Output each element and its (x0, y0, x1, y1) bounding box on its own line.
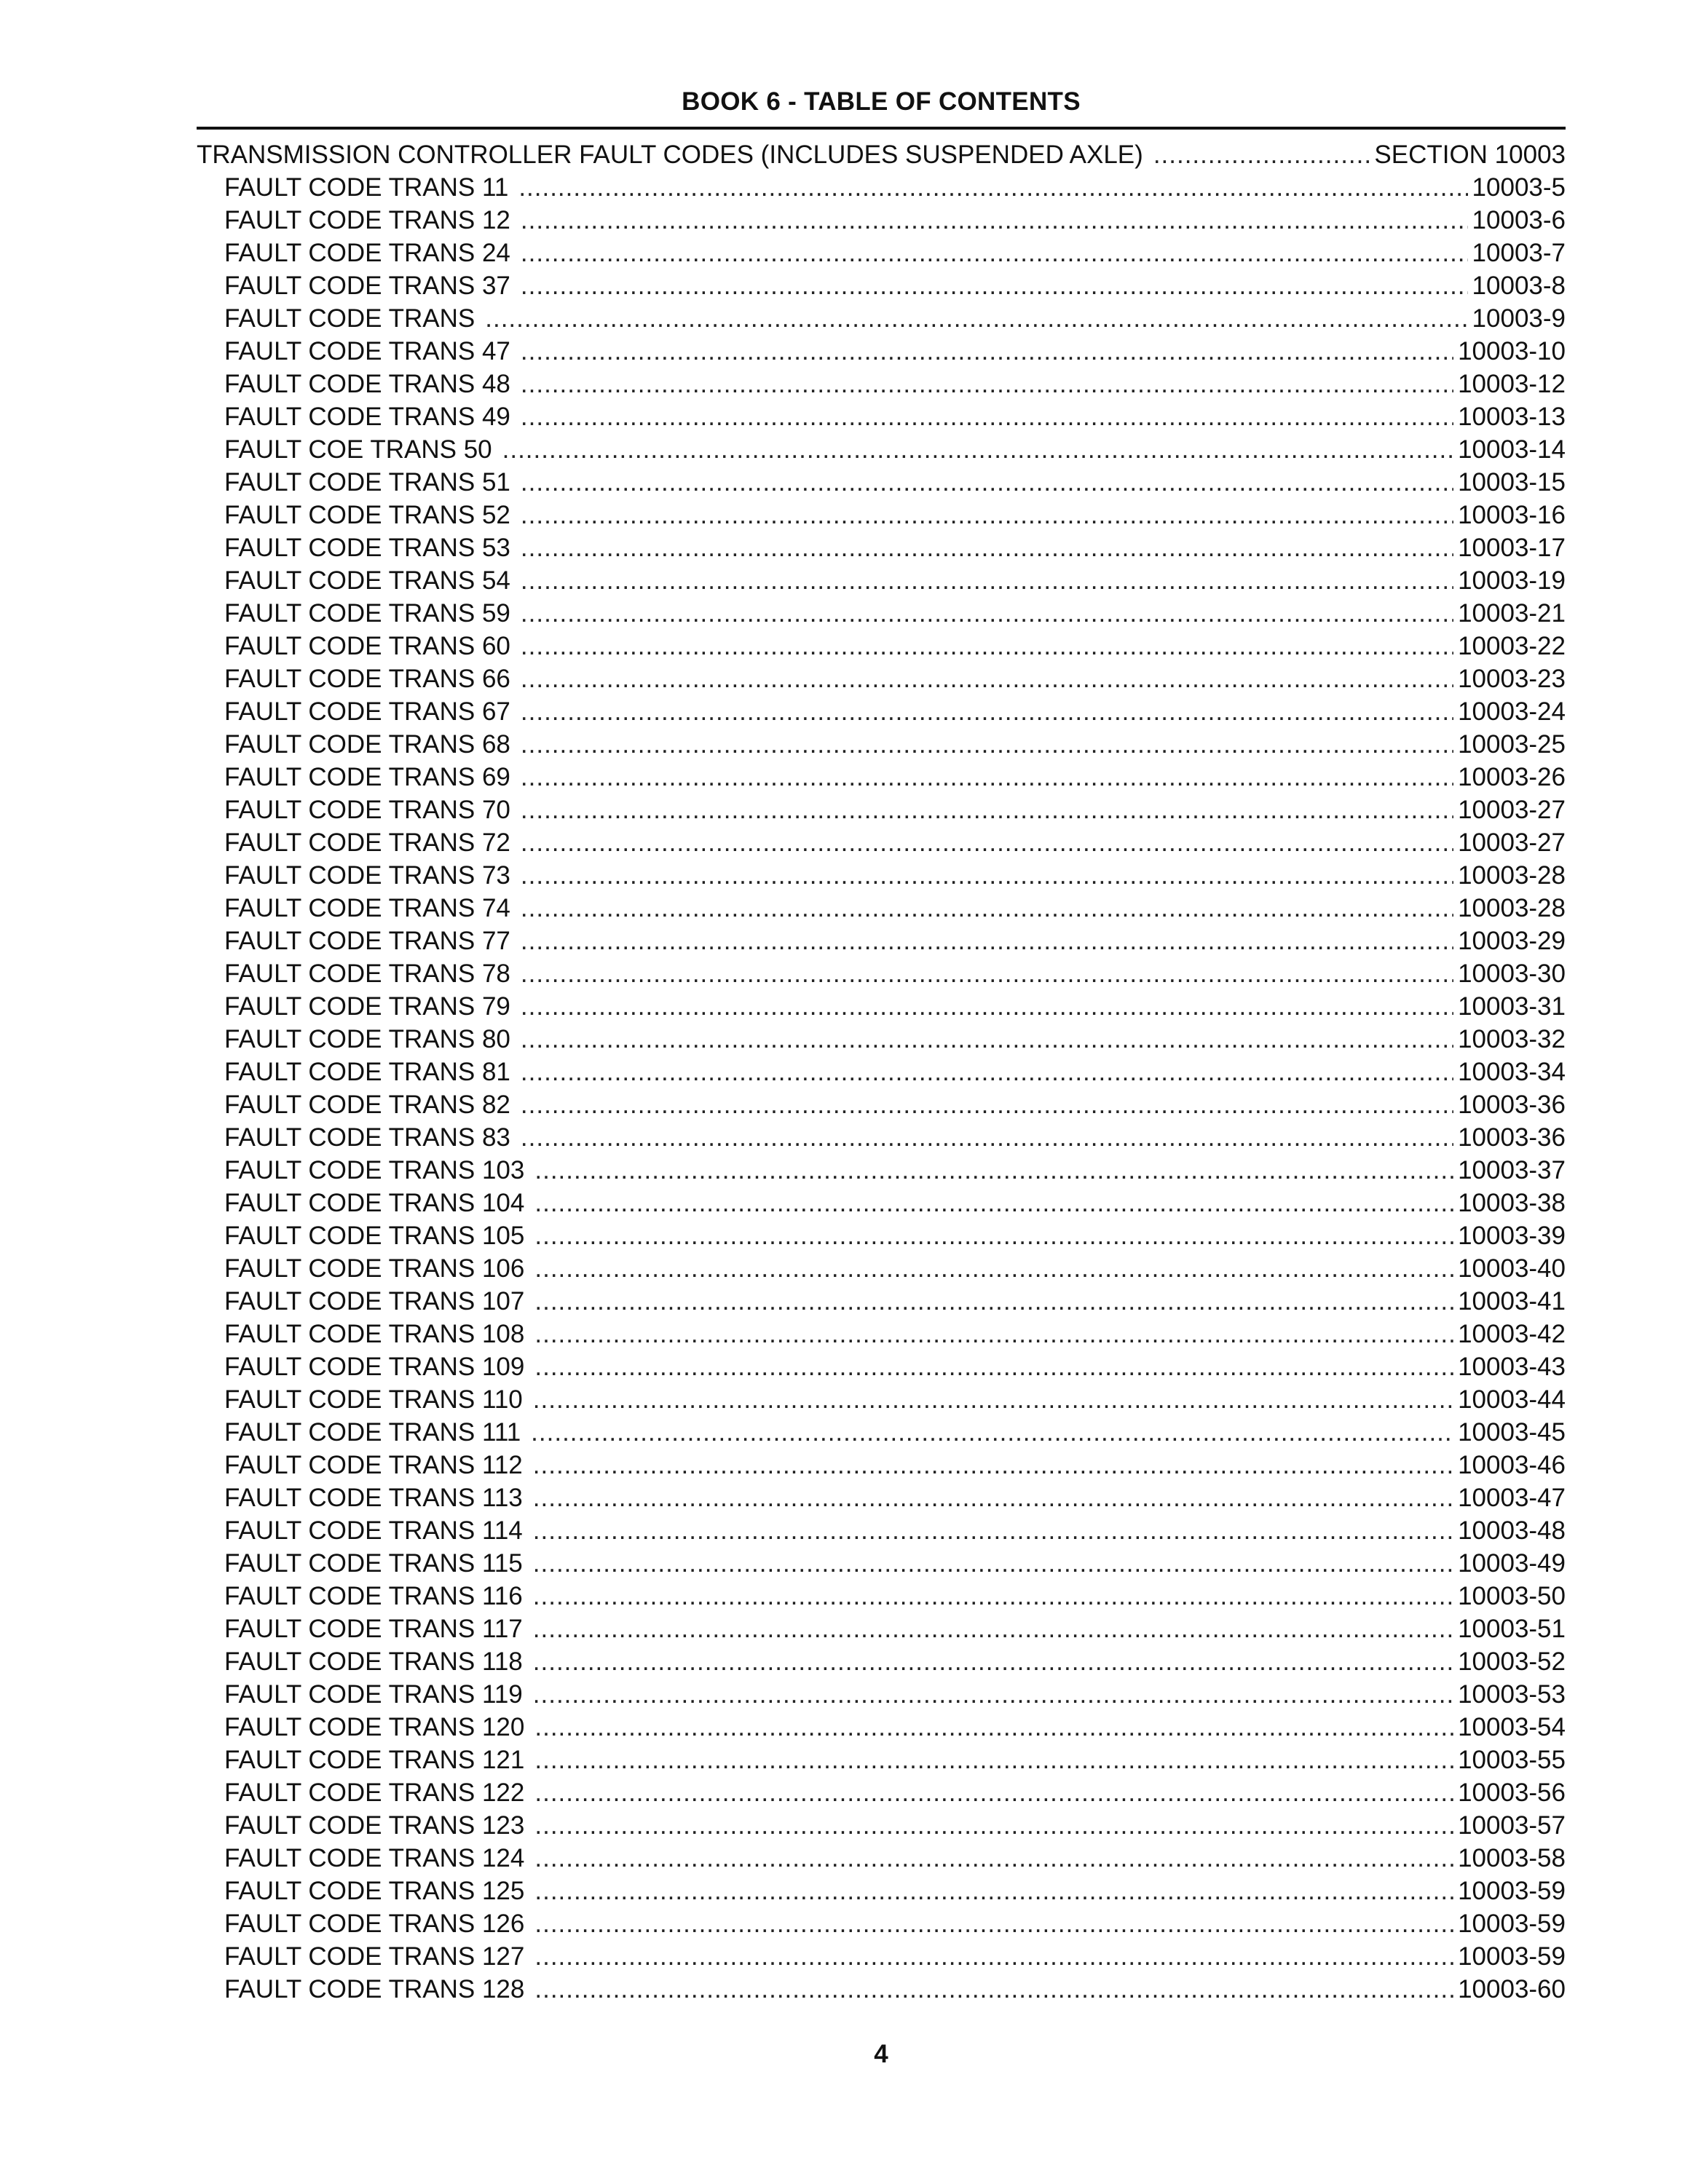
toc-entry-page: 10003-46 (1458, 1451, 1566, 1479)
toc-entry[interactable] (197, 1056, 1566, 1088)
toc-entry-label: FAULT CODE TRANS 74 (224, 894, 510, 922)
dot-leader (533, 1678, 1453, 1711)
toc-entry-page: 10003-5 (1472, 173, 1566, 202)
toc-entry[interactable] (197, 1613, 1566, 1645)
toc-entry[interactable] (197, 1252, 1566, 1285)
toc-entry[interactable] (197, 925, 1566, 957)
toc-entry-page: 10003-19 (1458, 566, 1566, 595)
toc-entry-page: 10003-53 (1458, 1680, 1566, 1709)
toc-entry-page: 10003-39 (1458, 1222, 1566, 1250)
page-title: BOOK 6 - TABLE OF CONTENTS (682, 87, 1081, 116)
toc-entry[interactable] (197, 171, 1566, 204)
toc-entry[interactable] (197, 1187, 1566, 1219)
toc-entry[interactable] (197, 335, 1566, 368)
toc-entry[interactable] (197, 1121, 1566, 1154)
toc-entry[interactable] (197, 564, 1566, 597)
dot-leader (534, 1285, 1453, 1318)
toc-entry-label: FAULT CODE TRANS 107 (224, 1287, 525, 1315)
toc-entry[interactable] (197, 597, 1566, 630)
dot-leader (533, 1580, 1453, 1613)
toc-entry-label: FAULT CODE TRANS 105 (224, 1222, 525, 1250)
toc-entry[interactable] (197, 957, 1566, 990)
toc-entry-label: FAULT CODE TRANS 121 (224, 1746, 525, 1774)
toc-entry-label: FAULT CODE TRANS 72 (224, 828, 510, 857)
dot-leader (534, 1154, 1453, 1187)
dot-leader (534, 1187, 1453, 1219)
toc-entry-label: FAULT CODE TRANS 124 (224, 1844, 525, 1872)
dot-leader (534, 1318, 1453, 1350)
dot-leader (502, 433, 1453, 466)
dot-leader (521, 1056, 1453, 1088)
toc-entry-page: 10003-37 (1458, 1156, 1566, 1184)
toc-entry-page: 10003-38 (1458, 1189, 1566, 1217)
dot-leader (521, 990, 1453, 1023)
toc-entry-page: 10003-58 (1458, 1844, 1566, 1872)
toc-entry[interactable] (197, 1580, 1566, 1613)
toc-entry[interactable] (197, 1383, 1566, 1416)
toc-entry[interactable] (197, 466, 1566, 499)
toc-entry[interactable] (197, 1285, 1566, 1318)
dot-leader (534, 1252, 1453, 1285)
dot-leader (1153, 138, 1370, 171)
toc-entry[interactable] (197, 1318, 1566, 1350)
title-divider (197, 127, 1566, 130)
toc-entry-page: 10003-50 (1458, 1582, 1566, 1610)
toc-entry-label: FAULT CODE TRANS (224, 304, 475, 333)
dot-leader (521, 1023, 1453, 1056)
toc-entry[interactable] (197, 1449, 1566, 1481)
toc-entry-page: 10003-59 (1458, 1942, 1566, 1971)
toc-entry[interactable] (197, 237, 1566, 269)
toc-entry-page: 10003-54 (1458, 1713, 1566, 1741)
dot-leader (534, 1842, 1453, 1875)
dot-leader (534, 1940, 1453, 1973)
toc-entry[interactable] (197, 892, 1566, 925)
toc-entry-page: 10003-23 (1458, 665, 1566, 693)
toc-entry-page: 10003-28 (1458, 861, 1566, 890)
toc-entry-label: FAULT CODE TRANS 12 (224, 206, 510, 234)
dot-leader (533, 1645, 1453, 1678)
dot-leader (534, 1350, 1453, 1383)
toc-entry-label: FAULT CODE TRANS 111 (224, 1418, 521, 1447)
toc-entry-page: 10003-30 (1458, 960, 1566, 988)
toc-entry-page: 10003-17 (1458, 534, 1566, 562)
toc-entry[interactable] (197, 695, 1566, 728)
toc-entry-page: 10003-6 (1472, 206, 1566, 234)
dot-leader (521, 826, 1453, 859)
toc-entry-label: FAULT CODE TRANS 78 (224, 960, 510, 988)
dot-leader (534, 1744, 1453, 1776)
toc-entry-page: 10003-28 (1458, 894, 1566, 922)
toc-entry-label: FAULT CODE TRANS 125 (224, 1877, 525, 1905)
dot-leader (521, 400, 1453, 433)
toc-entry[interactable] (197, 761, 1566, 794)
toc-entry-label: FAULT CODE TRANS 82 (224, 1091, 510, 1119)
toc-entry-label: FAULT CODE TRANS 120 (224, 1713, 525, 1741)
toc-entry[interactable] (197, 630, 1566, 662)
toc-entry-page: 10003-57 (1458, 1811, 1566, 1840)
dot-leader (521, 859, 1453, 892)
toc-entry-page: 10003-24 (1458, 697, 1566, 726)
toc-entry-page: 10003-13 (1458, 403, 1566, 431)
toc-entry-label: FAULT CODE TRANS 80 (224, 1025, 510, 1053)
dot-leader (534, 1907, 1453, 1940)
toc-entry-label: FAULT CODE TRANS 127 (224, 1942, 525, 1971)
toc-entry[interactable] (197, 1416, 1566, 1449)
toc-entry-label: FAULT CODE TRANS 83 (224, 1123, 510, 1152)
toc-entry-page: 10003-14 (1458, 435, 1566, 464)
toc-entry[interactable] (197, 990, 1566, 1023)
toc-entry-page: 10003-7 (1472, 239, 1566, 267)
toc-entry-label: FAULT CODE TRANS 37 (224, 272, 510, 300)
toc-entry[interactable] (197, 302, 1566, 335)
toc-entry-page: 10003-10 (1458, 337, 1566, 365)
toc-entry-label: FAULT CODE TRANS 66 (224, 665, 510, 693)
toc-entry-label: FAULT CODE TRANS 49 (224, 403, 510, 431)
toc-entry-page: 10003-21 (1458, 599, 1566, 628)
dot-leader (533, 1547, 1453, 1580)
toc-entry-page: 10003-59 (1458, 1910, 1566, 1938)
dot-leader (534, 1875, 1453, 1907)
toc-entry-label: FAULT CODE TRANS 128 (224, 1975, 525, 2003)
dot-leader (533, 1613, 1453, 1645)
toc-entry-page: 10003-47 (1458, 1484, 1566, 1512)
toc-entry-label: FAULT CODE TRANS 11 (224, 173, 509, 202)
toc-entry-label: FAULT CODE TRANS 79 (224, 992, 510, 1021)
toc-entry-page: 10003-45 (1458, 1418, 1566, 1447)
toc-entry-page: 10003-48 (1458, 1516, 1566, 1545)
toc-entry-label: FAULT CODE TRANS 110 (224, 1385, 523, 1414)
toc-entry-page: 10003-44 (1458, 1385, 1566, 1414)
toc-entry-page: 10003-59 (1458, 1877, 1566, 1905)
table-of-contents (197, 138, 1566, 2006)
toc-entry-label: FAULT CODE TRANS 59 (224, 599, 510, 628)
toc-entry-label: FAULT CODE TRANS 108 (224, 1320, 525, 1348)
toc-entry[interactable] (197, 1678, 1566, 1711)
toc-entry-page: 10003-16 (1458, 501, 1566, 529)
toc-entry-page: 10003-8 (1472, 272, 1566, 300)
dot-leader (521, 957, 1453, 990)
toc-entry[interactable] (197, 204, 1566, 237)
toc-entry[interactable] (197, 1776, 1566, 1809)
toc-entry-label: FAULT CODE TRANS 118 (224, 1647, 523, 1676)
toc-entry-page: 10003-32 (1458, 1025, 1566, 1053)
toc-entry-label: FAULT CODE TRANS 115 (224, 1549, 523, 1578)
toc-entry-label: FAULT CODE TRANS 73 (224, 861, 510, 890)
toc-entry-page: 10003-27 (1458, 828, 1566, 857)
toc-section-label: TRANSMISSION CONTROLLER FAULT CODES (INCLUDES SUSPENDED AXLE) (197, 141, 1143, 169)
dot-leader (533, 1481, 1453, 1514)
toc-entry-label: FAULT CODE TRANS 69 (224, 763, 510, 791)
toc-entry[interactable] (197, 433, 1566, 466)
toc-entry-label: FAULT CODE TRANS 113 (224, 1484, 523, 1512)
dot-leader (485, 302, 1467, 335)
dot-leader (521, 368, 1453, 400)
toc-entry-page: 10003-29 (1458, 927, 1566, 955)
toc-entry-page: 10003-60 (1458, 1975, 1566, 2003)
toc-entry[interactable] (197, 1711, 1566, 1744)
toc-entry[interactable] (197, 1350, 1566, 1383)
toc-entry-page: 10003-41 (1458, 1287, 1566, 1315)
dot-leader (534, 1219, 1453, 1252)
toc-entry[interactable] (197, 728, 1566, 761)
dot-leader (521, 630, 1453, 662)
toc-entry-page: 10003-36 (1458, 1123, 1566, 1152)
dot-leader (521, 761, 1453, 794)
toc-entry-label: FAULT CODE TRANS 119 (224, 1680, 523, 1709)
toc-entry-label: FAULT CODE TRANS 103 (224, 1156, 525, 1184)
toc-entry-page: 10003-22 (1458, 632, 1566, 660)
toc-entry-label: FAULT CODE TRANS 51 (224, 468, 510, 496)
toc-entry-page: 10003-15 (1458, 468, 1566, 496)
toc-entry-label: FAULT CODE TRANS 24 (224, 239, 510, 267)
dot-leader (521, 335, 1453, 368)
toc-entry[interactable] (197, 1973, 1566, 2006)
dot-leader (518, 171, 1467, 204)
dot-leader (521, 499, 1453, 531)
toc-entry-page: 10003-36 (1458, 1091, 1566, 1119)
toc-entry[interactable] (197, 859, 1566, 892)
dot-leader (534, 1711, 1453, 1744)
toc-entry-label: FAULT CODE TRANS 116 (224, 1582, 523, 1610)
toc-entry-label: FAULT CODE TRANS 104 (224, 1189, 525, 1217)
toc-entry-label: FAULT CODE TRANS 122 (224, 1779, 525, 1807)
dot-leader (521, 925, 1453, 957)
page-number: 4 (874, 2040, 888, 2068)
toc-entry[interactable] (197, 400, 1566, 433)
dot-leader (533, 1514, 1453, 1547)
toc-entry-label: FAULT CODE TRANS 114 (224, 1516, 523, 1545)
toc-entry[interactable] (197, 1088, 1566, 1121)
toc-entry[interactable] (197, 1547, 1566, 1580)
dot-leader (521, 237, 1468, 269)
toc-entry-page: 10003-43 (1458, 1353, 1566, 1381)
toc-entry-label: FAULT CODE TRANS 54 (224, 566, 510, 595)
dot-leader (521, 564, 1453, 597)
toc-entry[interactable] (197, 1907, 1566, 1940)
toc-entry[interactable] (197, 531, 1566, 564)
dot-leader (521, 662, 1453, 695)
dot-leader (534, 1776, 1453, 1809)
toc-entry-label: FAULT CODE TRANS 81 (224, 1058, 510, 1086)
toc-entry[interactable] (197, 1154, 1566, 1187)
dot-leader (521, 466, 1453, 499)
toc-entry-label: FAULT CODE TRANS 68 (224, 730, 510, 759)
toc-entry[interactable] (197, 1842, 1566, 1875)
toc-entry-label: FAULT CODE TRANS 67 (224, 697, 510, 726)
dot-leader (521, 204, 1468, 237)
toc-entry-label: FAULT CODE TRANS 48 (224, 370, 510, 398)
toc-entry[interactable] (197, 794, 1566, 826)
dot-leader (521, 728, 1453, 761)
toc-section-heading[interactable] (197, 138, 1566, 171)
toc-entry[interactable] (197, 662, 1566, 695)
toc-entry[interactable] (197, 368, 1566, 400)
toc-entry-page: 10003-12 (1458, 370, 1566, 398)
toc-entry-page: 10003-9 (1472, 304, 1566, 333)
toc-entry[interactable] (197, 1940, 1566, 1973)
dot-leader (521, 892, 1453, 925)
toc-entry-page: 10003-51 (1458, 1615, 1566, 1643)
toc-entry[interactable] (197, 1744, 1566, 1776)
toc-entry[interactable] (197, 1481, 1566, 1514)
toc-entry-page: 10003-49 (1458, 1549, 1566, 1578)
dot-leader (534, 1809, 1453, 1842)
toc-entry[interactable] (197, 1645, 1566, 1678)
toc-entry-page: 10003-40 (1458, 1254, 1566, 1283)
toc-entry-page: 10003-27 (1458, 796, 1566, 824)
dot-leader (521, 1121, 1453, 1154)
toc-entry[interactable] (197, 1023, 1566, 1056)
dot-leader (521, 1088, 1453, 1121)
toc-entry-page: 10003-25 (1458, 730, 1566, 759)
toc-entry-label: FAULT CODE TRANS 77 (224, 927, 510, 955)
toc-entry[interactable] (197, 1514, 1566, 1547)
toc-entry-page: 10003-42 (1458, 1320, 1566, 1348)
toc-entry-page: 10003-52 (1458, 1647, 1566, 1676)
toc-entry-label: FAULT CODE TRANS 106 (224, 1254, 525, 1283)
toc-entry-page: 10003-31 (1458, 992, 1566, 1021)
toc-entry[interactable] (197, 269, 1566, 302)
toc-section-page: SECTION 10003 (1374, 141, 1566, 169)
toc-entry-label: FAULT CODE TRANS 112 (224, 1451, 523, 1479)
toc-entry-label: FAULT CODE TRANS 126 (224, 1910, 525, 1938)
toc-entry-label: FAULT CODE TRANS 109 (224, 1353, 525, 1381)
toc-entry[interactable] (197, 1219, 1566, 1252)
toc-entry-label: FAULT COE TRANS 50 (224, 435, 492, 464)
dot-leader (533, 1449, 1453, 1481)
toc-entry[interactable] (197, 1875, 1566, 1907)
toc-entry-label: FAULT CODE TRANS 60 (224, 632, 510, 660)
toc-entry-label: FAULT CODE TRANS 70 (224, 796, 510, 824)
dot-leader (521, 794, 1453, 826)
dot-leader (531, 1416, 1453, 1449)
dot-leader (521, 695, 1453, 728)
dot-leader (521, 269, 1468, 302)
toc-entry-page: 10003-34 (1458, 1058, 1566, 1086)
dot-leader (521, 531, 1453, 564)
toc-entry-label: FAULT CODE TRANS 117 (224, 1615, 523, 1643)
toc-entry-page: 10003-26 (1458, 763, 1566, 791)
dot-leader (533, 1383, 1453, 1416)
dot-leader (534, 1973, 1453, 2006)
toc-entry-page: 10003-55 (1458, 1746, 1566, 1774)
dot-leader (521, 597, 1453, 630)
toc-entry[interactable] (197, 1809, 1566, 1842)
toc-entry-label: FAULT CODE TRANS 123 (224, 1811, 525, 1840)
toc-entry-label: FAULT CODE TRANS 52 (224, 501, 510, 529)
toc-entry-page: 10003-56 (1458, 1779, 1566, 1807)
toc-entry[interactable] (197, 499, 1566, 531)
toc-entry-label: FAULT CODE TRANS 53 (224, 534, 510, 562)
toc-entry-label: FAULT CODE TRANS 47 (224, 337, 510, 365)
toc-entry[interactable] (197, 826, 1566, 859)
